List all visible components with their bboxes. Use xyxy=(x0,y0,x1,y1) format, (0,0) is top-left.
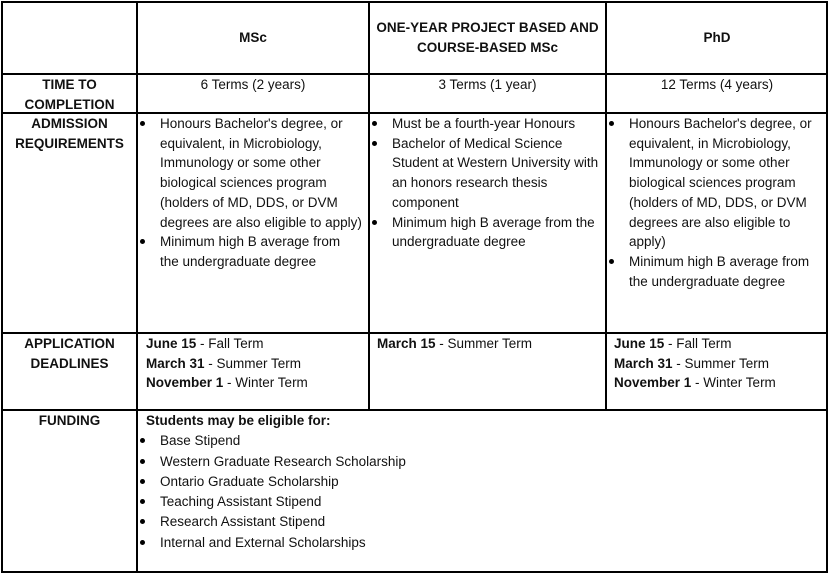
deadline-winter xyxy=(146,373,366,393)
deadline-date: March 15 xyxy=(377,336,436,351)
label-line-1: APPLICATION xyxy=(24,336,115,351)
label-line-2: REQUIREMENTS xyxy=(15,135,124,151)
header-one-year-line-2: COURSE-BASED MSc xyxy=(416,40,559,55)
deadline-summer xyxy=(377,334,602,354)
list-item: Ontario Graduate Scholarship xyxy=(137,472,737,492)
time-phd: 12 Terms (4 years) xyxy=(660,77,774,92)
header-phd-label: PhD xyxy=(703,30,731,45)
row-label-application-deadlines xyxy=(3,332,136,373)
deadline-winter xyxy=(614,373,824,393)
deadline-date: June 15 xyxy=(146,336,197,351)
label-line-2: COMPLETION xyxy=(24,96,115,112)
deadline-date: November 1 xyxy=(614,375,692,391)
deadline-term: - Fall Term xyxy=(664,336,732,351)
deadline-fall xyxy=(614,334,824,354)
list-item: Research Assistant Stipend xyxy=(137,512,737,532)
time-one-year: 3 Terms (1 year) xyxy=(438,77,537,92)
deadline-term: - Summer Term xyxy=(435,336,533,351)
deadline-term: - Winter Term xyxy=(691,375,776,391)
funding-content xyxy=(137,411,737,553)
label-line-2: DEADLINES xyxy=(30,355,109,371)
deadline-date: March 31 xyxy=(614,355,673,371)
deadline-date: June 15 xyxy=(614,336,665,351)
deadlines-phd xyxy=(614,334,824,393)
header-one-year-line-1: ONE-YEAR PROJECT BASED AND xyxy=(376,20,599,35)
list-item: Must be a fourth-year Honours xyxy=(369,114,601,134)
list-item: Honours Bachelor's degree, or equivalent, in Microbiology, Immunology or some other biological sciences program (holders of MD, DDS, or DVM degrees are also eligible to apply) xyxy=(137,114,362,232)
list-item: Western Graduate Research Scholarship xyxy=(137,452,737,472)
deadline-summer xyxy=(146,354,366,374)
deadlines-msc xyxy=(146,334,366,393)
row-label-admission-requirements xyxy=(3,112,136,153)
list-item: Internal and External Scholarships xyxy=(137,533,737,553)
admission-phd xyxy=(606,114,822,291)
admission-one-year-list xyxy=(369,114,601,252)
deadlines-one-year xyxy=(377,334,602,354)
list-item: Minimum high B average from the undergraduate degree xyxy=(369,213,601,252)
deadline-term: - Fall Term xyxy=(196,336,264,351)
deadline-term: - Summer Term xyxy=(204,355,302,371)
header-one-year-msc xyxy=(370,3,605,73)
list-item: Teaching Assistant Stipend xyxy=(137,492,737,512)
deadline-date: November 1 xyxy=(146,375,224,391)
admission-msc-list xyxy=(137,114,362,272)
label-line-1: ADMISSION xyxy=(31,116,108,131)
deadline-fall xyxy=(146,334,366,354)
label-line-1: FUNDING xyxy=(38,413,101,428)
deadline-date: March 31 xyxy=(146,355,205,371)
funding-intro: Students may be eligible for: xyxy=(146,413,331,428)
header-phd xyxy=(607,3,827,73)
deadline-term: - Winter Term xyxy=(223,375,308,391)
row-label-funding xyxy=(3,409,136,431)
label-line-1: TIME TO xyxy=(42,77,97,92)
time-msc: 6 Terms (2 years) xyxy=(200,77,306,92)
row-label-time-to-completion xyxy=(3,73,136,114)
list-item: Bachelor of Medical Science Student at Western University with an honors research thesis component xyxy=(369,134,601,213)
admission-phd-list xyxy=(606,114,822,291)
list-item: Base Stipend xyxy=(137,431,737,451)
header-msc-label: MSc xyxy=(239,30,267,45)
admission-msc xyxy=(137,114,362,272)
funding-list xyxy=(137,431,737,553)
list-item: Minimum high B average from the undergraduate degree xyxy=(137,232,362,271)
admission-one-year xyxy=(369,114,601,252)
list-item: Honours Bachelor's degree, or equivalent, in Microbiology, Immunology or some other biological sciences program (holders of MD, DDS, or DVM degrees are also eligible to apply) xyxy=(606,114,822,252)
list-item: Minimum high B average from the undergraduate degree xyxy=(606,252,822,291)
header-msc xyxy=(138,3,368,73)
deadline-summer xyxy=(614,354,824,374)
header-empty xyxy=(3,3,136,73)
deadline-term: - Summer Term xyxy=(672,355,770,371)
